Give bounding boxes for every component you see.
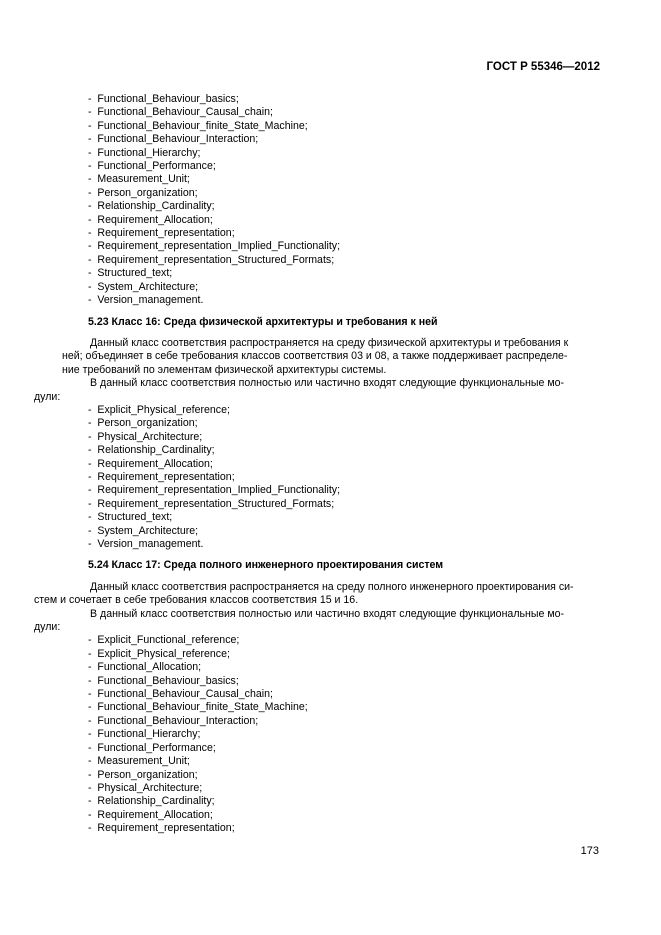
section-5-24-paragraph-2: [34, 607, 600, 635]
text-line: дули:: [34, 621, 61, 634]
list-item: - Requirement_representation_Structured_Formats;: [88, 254, 600, 267]
list-item: - Functional_Behaviour_Interaction;: [88, 715, 600, 728]
list-item: - Functional_Behaviour_Causal_chain;: [88, 688, 600, 701]
list-item: - Functional_Behaviour_finite_State_Machine;: [88, 120, 600, 133]
list-item: - Relationship_Cardinality;: [88, 200, 600, 213]
list-item: - Requirement_representation;: [88, 822, 600, 835]
list-item: - Person_organization;: [88, 417, 600, 430]
list-item: - Functional_Behaviour_basics;: [88, 675, 600, 688]
section-5-23-paragraph-1: [62, 337, 600, 377]
list-item: - Structured_text;: [88, 511, 600, 524]
list-item: - Person_organization;: [88, 187, 600, 200]
list-item: - Requirement_Allocation;: [88, 809, 600, 822]
section-heading-5-24: 5.24 Класс 17: Среда полного инженерного проектирования систем: [88, 559, 444, 572]
list-item: - Requirement_Allocation;: [88, 458, 600, 471]
list-item: - Functional_Behaviour_Causal_chain;: [88, 106, 600, 119]
list-item: - Functional_Allocation;: [88, 661, 600, 674]
list-item: - Functional_Behaviour_finite_State_Machine;: [88, 701, 600, 714]
module-list-top: [62, 93, 600, 308]
list-item: - Explicit_Physical_reference;: [88, 404, 600, 417]
text-line: В данный класс соответствия полностью или частично входят следующие функциональные мо-: [90, 607, 565, 620]
text-line: В данный класс соответствия полностью или частично входят следующие функциональные мо-: [90, 377, 565, 390]
standard-header: ГОСТ Р 55346—2012: [486, 61, 600, 73]
list-item: - Requirement_representation;: [88, 471, 600, 484]
text-line: Данный класс соответствия распространяется на среду физической архитектуры и требования к: [90, 336, 569, 349]
section-5-23-paragraph-2: [34, 377, 600, 404]
list-item: - Requirement_representation_Structured_Formats;: [88, 498, 600, 511]
list-item: - Person_organization;: [88, 769, 600, 782]
text-line: ние требований по элементам физической архитектуры системы.: [62, 363, 387, 376]
page-number: 173: [580, 845, 599, 857]
list-item: - Explicit_Functional_reference;: [88, 634, 600, 647]
list-item: - Structured_text;: [88, 267, 600, 280]
module-list-5-23: [62, 404, 600, 551]
list-item: - Physical_Architecture;: [88, 431, 600, 444]
list-item: - Requirement_representation_Implied_Functionality;: [88, 484, 600, 497]
list-item: - Functional_Hierarchy;: [88, 147, 600, 160]
list-item: - Functional_Performance;: [88, 160, 600, 173]
list-item: - Requirement_Allocation;: [88, 214, 600, 227]
list-item: - Functional_Behaviour_Interaction;: [88, 133, 600, 146]
text-line: ней; объединяет в себе требования классов соответствия 03 и 08, а также поддерживает распределе-: [62, 350, 568, 363]
section-5-24-paragraph-1: [34, 580, 600, 608]
page-content: [34, 93, 600, 836]
list-item: - System_Architecture;: [88, 525, 600, 538]
text-line: дули:: [34, 390, 61, 403]
list-item: - Functional_Behaviour_basics;: [88, 93, 600, 106]
list-item: - Relationship_Cardinality;: [88, 795, 600, 808]
list-item: - Physical_Architecture;: [88, 782, 600, 795]
list-item: - Requirement_representation;: [88, 227, 600, 240]
section-heading-5-23: 5.23 Класс 16: Среда физической архитектуры и требования к ней: [88, 315, 438, 328]
list-item: - Version_management.: [88, 294, 600, 307]
text-line: стем и сочетает в себе требования классов соответствия 15 и 16.: [34, 594, 359, 607]
text-line: Данный класс соответствия распространяется на среду полного инженерного проектирования си-: [90, 580, 574, 593]
list-item: - Measurement_Unit;: [88, 755, 600, 768]
list-item: - System_Architecture;: [88, 281, 600, 294]
module-list-5-24: [62, 634, 600, 835]
list-item: - Relationship_Cardinality;: [88, 444, 600, 457]
list-item: - Functional_Performance;: [88, 742, 600, 755]
list-item: - Explicit_Physical_reference;: [88, 648, 600, 661]
list-item: - Functional_Hierarchy;: [88, 728, 600, 741]
list-item: - Version_management.: [88, 538, 600, 551]
list-item: - Requirement_representation_Implied_Functionality;: [88, 240, 600, 253]
list-item: - Measurement_Unit;: [88, 173, 600, 186]
